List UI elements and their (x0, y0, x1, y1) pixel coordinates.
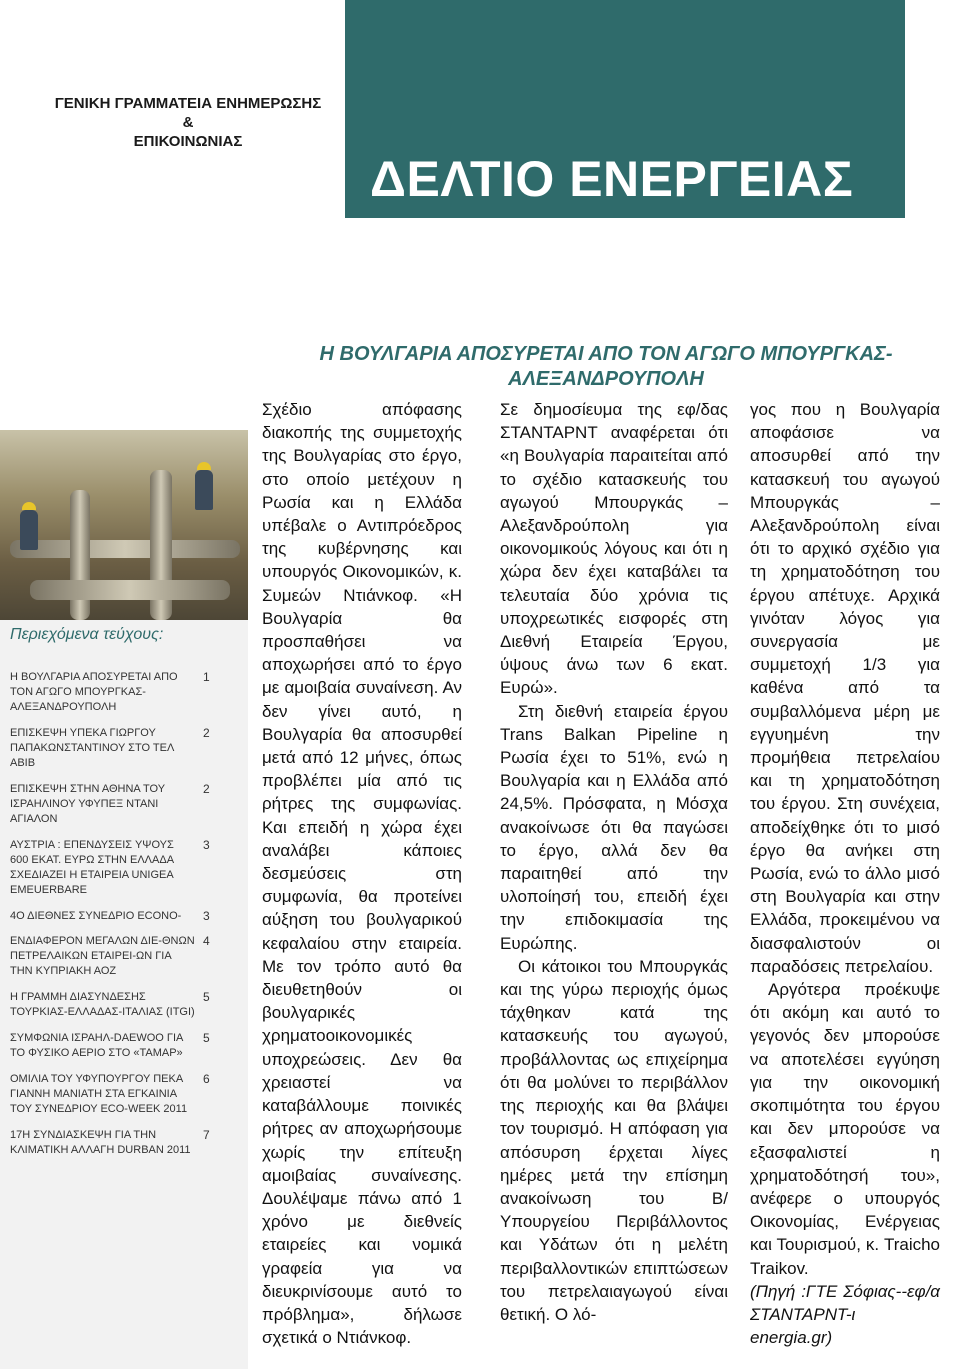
toc-item-text: ΕΠΙΣΚΕΨΗ ΥΠΕΚΑ ΓΙΩΡΓΟΥ ΠΑΠΑΚΩΝΣΤΑΝΤΙΝΟΥ ΣΤΟ ΤΕΛ ΑΒΙΒ (10, 727, 174, 769)
article-paragraph: Σε δημοσίευμα της εφ/δας ΣΤΑΝΤΑΡΝΤ αναφέρεται ότι «η Βουλγαρία παραιτείται από το σχέδιο κατασκευής του αγωγού Μπουργκάς – Αλεξανδρούπολη για οικονομικούς λόγους και ότι η χώρα δεν έχει καταβάλει τα τελευταία δύο χρόνια τις υποχρεωτικές εισφορές στη Διεθνή Εταιρεία Έργου, ύψους άνω των 6 εκατ. Ευρώ». (500, 400, 728, 698)
table-of-contents (10, 670, 245, 1158)
publisher-line-2: & (182, 114, 194, 131)
worker-helmet (22, 502, 36, 510)
toc-item-page: 1 (203, 670, 210, 684)
toc-item[interactable] (10, 1031, 245, 1061)
toc-item-page: 4 (203, 934, 210, 948)
toc-item-text: ΑΥΣΤΡΙΑ : ΕΠΕΝΔΥΣΕΙΣ ΥΨΟΥΣ 600 ΕΚΑΤ. ΕΥΡΩ ΣΤΗΝ ΕΛΛΑΔΑ ΣΧΕΔΙΑΖΕΙ Η ΕΤΑΙΡΕΙΑ UNIGEA EMEUERBARE (10, 839, 174, 896)
toc-item-page: 3 (203, 838, 210, 852)
toc-item-page: 5 (203, 1031, 210, 1045)
toc-item-text: 4Ο ΔΙΕΘΝΕΣ ΣΥΝΕΔΡΙΟ ECONO- (10, 910, 182, 922)
toc-item[interactable] (10, 838, 245, 898)
toc-item[interactable] (10, 1072, 245, 1117)
article-column-2 (500, 398, 728, 1326)
worker-figure (195, 470, 213, 510)
article-paragraph: Οι κάτοικοι του Μπουργκάς και της γύρω περιοχής όμως τάχθηκαν κατά της κατασκευής του αγωγού, προβάλλοντας ως επιχείρημα ότι θα μολύνει το περιβάλλον της περιοχής και θα βλάψει τον τουρισμό. Η απόφαση για απόσυρση έρχεται λίγες ημέρες μετά την επίσημη ανακοίνωση του Β/Υπουργείου Περιβάλλοντος και Υδάτων ότι η μελέτη περιβαλλοντικών επιπτώσεων του πετρελαιαγωγού είναι θετική. Ο λό- (500, 956, 728, 1324)
publisher-line-3: ΕΠΙΚΟΙΝΩΝΙΑΣ (133, 133, 243, 150)
toc-item-page: 2 (203, 782, 210, 796)
pipe-shape (70, 490, 90, 620)
publisher-block (8, 94, 368, 151)
article-column-1 (262, 398, 462, 1349)
toc-item[interactable] (10, 1128, 245, 1158)
article-source: (Πηγή :ΓΤΕ Σόφιας--εφ/α ΣΤΑΝΤΑΡΝΤ-ι energia.gr) (750, 1281, 940, 1348)
article-paragraph: Αργότερα προέκυψε ότι ακόμη και αυτό το γεγονός δεν μπορούσε να αποτελέσει εγγύηση για την οικονομική σκοπιμότητα του έργου και δεν μπορούσε να εξασφαλιστεί η χρηματοδότησή του», ανέφερε ο υπουργός Οικονομίας, Ενέργειας και Τουρισμού, κ. Traicho Traikov. (750, 980, 940, 1278)
toc-item-page: 3 (203, 909, 210, 923)
article-paragraph: Στη διεθνή εταιρεία έργου Trans Balkan Pipeline η Ρωσία έχει το 51%, ενώ η Βουλγαρία και η Ελλάδα από 24,5%. Πρόσφατα, η Μόσχα ανακοίνωσε ότι θα παγώσει το έργο, αλλά δεν θα παραιτηθεί από την υλοποίησή του, επειδή έχει την επιδοκιμασία της Ευρώπης. (500, 701, 728, 953)
article-title: Η ΒΟΥΛΓΑΡΙΑ ΑΠΟΣΥΡΕΤΑΙ ΑΠΟ ΤΟΝ ΑΓΩΓΟ ΜΠΟΥΡΓΚΑΣ-ΑΛΕΞΑΝΔΡΟΥΠΟΛΗ (319, 343, 893, 390)
article-column-3 (750, 398, 940, 1349)
toc-item-text: ΕΠΙΣΚΕΨΗ ΣΤΗΝ ΑΘΗΝΑ ΤΟΥ ΙΣΡΑΗΛΙΝΟΥ ΥΦΥΠΕΞ ΝΤΑΝΙ ΑΓΙΑΛΟΝ (10, 783, 165, 825)
publisher-line-1: ΓΕΝΙΚΗ ΓΡΑΜΜΑΤΕΙΑ ΕΝΗΜΕΡΩΣΗΣ (54, 95, 322, 112)
toc-item-page: 7 (203, 1128, 210, 1142)
toc-title: Περιεχόμενα τεύχους: (10, 626, 164, 643)
toc-item-page: 6 (203, 1072, 210, 1086)
toc-item-page: 5 (203, 990, 210, 1004)
toc-item-text: ΟΜΙΛΙΑ ΤΟΥ ΥΦΥΠΟΥΡΓΟΥ ΠΕΚΑ ΓΙΑΝΝΗ ΜΑΝΙΑΤΗ ΣΤΑ ΕΓΚΑΙΝΙΑ ΤΟΥ ΣΥΝΕΔΡΙΟΥ ECO-WEEK 2011 (10, 1073, 188, 1115)
toc-item[interactable] (10, 934, 245, 979)
pipe-shape (30, 580, 230, 600)
toc-item-text: ΣΥΜΦΩΝΙΑ ΙΣΡΑΗΛ-DAEWOO ΓΙΑ ΤΟ ΦΥΣΙΚΟ ΑΕΡΙΟ ΣΤΟ «ΤΑΜΑΡ» (10, 1032, 183, 1059)
toc-item-text: Η ΒΟΥΛΓΑΡΙΑ ΑΠΟΣΥΡΕΤΑΙ ΑΠΟ ΤΟΝ ΑΓΩΓΟ ΜΠΟΥΡΓΚΑΣ-ΑΛΕΞΑΝΔΡΟΥΠΟΛΗ (10, 671, 178, 713)
toc-item[interactable] (10, 726, 245, 771)
toc-item[interactable] (10, 909, 245, 924)
article-paragraph: Σχέδιο απόφασης διακοπής της συμμετοχής της Βουλγαρίας στο έργο, στο οποίο μετέχουν η Ρωσία και η Ελλάδα υπέβαλε ο Αντιπρόεδρος της κυβέρνησης και υπουργός Οικονομικών, κ. Συμεών Ντιάνκοφ. «Η Βουλγαρία θα προσπαθήσει να αποχωρήσει από το έργο με αμοιβαία συναίνεση. Αν δεν γίνει αυτό, η Βουλγαρία θα αποσυρθεί μετά από 12 μήνες, όπως προβλέπει μία από τις ρήτρες της συμφωνίας. Και επειδή η χώρα έχει αναλάβει κάποιες δεσμεύσεις στη συμφωνία, θα προτείνει αύξηση του βουλγαρικού κεφαλαίου στην εταιρεία. Με τον τρόπο αυτό θα διευθετηθούν οι βουλγαρικές χρηματοοικονομικές υποχρεώσεις. Δεν θα χρειαστεί να καταβάλλουμε ποινικές ρήτρες αν αποχωρήσουμε χωρίς την επίτευξη αμοιβαίας συναίνεσης. Δουλέψαμε πάνω από 1 χρόνο με διεθνείς εταιρείες και νομικά γραφεία για να διευκρινίσουμε αυτό το πρόβλημα», δήλωσε σχετικά ο Ντιάνκοφ. (262, 400, 462, 1348)
toc-item[interactable] (10, 782, 245, 827)
banner-title: ΔΕΛΤΙΟ ΕΝΕΡΓΕΙΑΣ (370, 151, 854, 207)
toc-item[interactable] (10, 990, 245, 1020)
toc-item-text: Η ΓΡΑΜΜΗ ΔΙΑΣΥΝΔΕΣΗΣ ΤΟΥΡΚΙΑΣ-ΕΛΛΑΔΑΣ-ΙΤΑΛΙΑΣ (ITGI) (10, 991, 195, 1018)
pipeline-workers-photo (0, 430, 248, 620)
article-paragraph: γος που η Βουλγαρία αποφάσισε να αποσυρθεί από την κατασκευή του αγωγού Μπουργκάς – Αλεξανδρούπολη είναι ότι το αρχικό σχέδιο για τη χρηματοδότηση του έργου απέτυχε. Αρχικά γινόταν λόγος για συνεργασία με συμμετοχή 1/3 για καθένα από τα συμβαλλόμενα μέρη με εγγυημένη την προμήθεια πετρελαίου και τη χρηματοδότηση του έργου. Στη συνέχεια, αποδείχθηκε ότι το μισό έργο θα ανήκει στη Ρωσία, ενώ το άλλο μισό στη Βουλγαρία και στην Ελλάδα, προκειμένου να διασφαλιστούν οι παραδόσεις πετρελαίου. (750, 400, 940, 976)
worker-figure (20, 510, 38, 550)
toc-item[interactable] (10, 670, 245, 715)
toc-item-page: 2 (203, 726, 210, 740)
pipe-shape (10, 540, 240, 558)
toc-item-text: ΕΝΔΙΑΦΕΡΟΝ ΜΕΓΑΛΩΝ ΔΙΕ-ΘΝΩΝ ΠΕΤΡΕΛΑΙΚΩΝ ΕΤΑΙΡΕΙ-ΩΝ ΓΙΑ ΤΗΝ ΚΥΠΡΙΑΚΗ ΑΟΖ (10, 935, 195, 977)
toc-item-text: 17Η ΣΥΝΔΙΑΣΚΕΨΗ ΓΙΑ ΤΗΝ ΚΛΙΜΑΤΙΚΗ ΑΛΛΑΓΗ DURBAN 2011 (10, 1129, 191, 1156)
worker-helmet (197, 462, 211, 470)
